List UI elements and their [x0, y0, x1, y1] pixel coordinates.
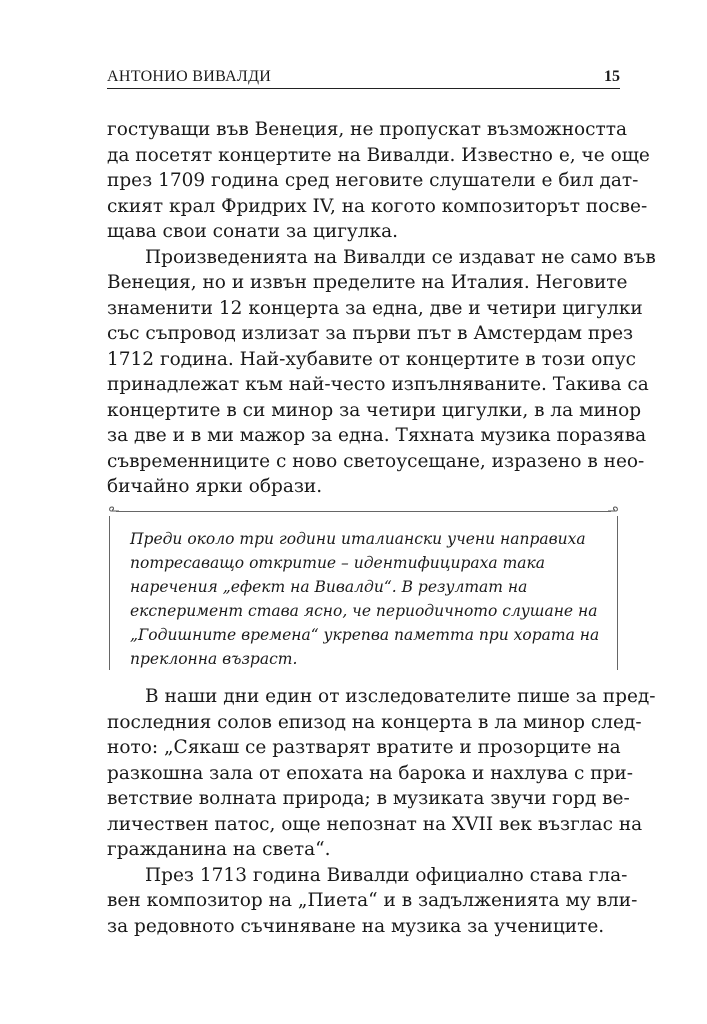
text-line: гостуващи във Венеция, не пропускат възможността [107, 119, 628, 140]
text-line: личествен патос, още непознат на XVII век възглас на [107, 813, 643, 835]
text-line: за две и в ми мажор за една. Тяхната музика поразява [107, 425, 647, 446]
text-line: щава свои сонати за цигулка. [107, 221, 399, 242]
body-text-bottom [107, 684, 656, 939]
text-line: със съпровод излизат за първи път в Амстердам през [107, 323, 634, 344]
text-line: ното: „Сякаш се разтварят вратите и прозорците на [107, 737, 621, 758]
running-header [107, 68, 620, 89]
body-text-top [107, 117, 656, 500]
text-line: знаменити 12 концерта за една, две и четири цигулки [107, 297, 643, 319]
sidebar-line: наречения „ефект на Вивалди“. В резултат на [130, 578, 528, 596]
sidebar-line: преклонна възраст. [130, 650, 298, 668]
text-line: концертите в си минор за четири цигулки, в ла минор [107, 399, 642, 421]
text-line: ският крал Фридрих IV, на когото композиторът посве- [107, 195, 648, 217]
text-line: гражданина на света“. [107, 839, 331, 860]
sidebar-line: потресаващо откритие – идентифицираха така [130, 554, 546, 572]
page-number: 15 [604, 68, 620, 85]
text-line: принадлежат към най-често изпълняваните. Такива са [107, 374, 649, 395]
sidebar-line: експеримент става ясно, че периодичното слушане на [130, 602, 598, 620]
text-line: През 1713 година Вивалди официално става гла- [145, 864, 628, 886]
scroll-curl-icon [607, 504, 619, 516]
text-line: през 1709 година сред неговите слушатели е бил дат- [107, 170, 639, 191]
text-line: за редовното съчиняване на музика за учениците. [107, 915, 605, 937]
scroll-sidebar [108, 502, 619, 670]
text-line: вен композитор на „Пиета“ и в задълженията му вли- [107, 890, 638, 911]
running-header-title: АНТОНИО ВИВАЛДИ [107, 68, 272, 85]
text-line: последния солов епизод на концерта в ла минор след- [107, 711, 642, 733]
text-line: бичайно ярки образи. [107, 476, 323, 497]
sidebar-line: „Годишните времена“ укрепва паметта при хората на [130, 626, 600, 644]
text-line: ветствие волната природа; в музиката звучи горд ве- [107, 788, 630, 809]
text-line: 1712 година. Най-хубавите от концертите в този опус [107, 348, 636, 370]
sidebar-right-rule [617, 516, 618, 670]
text-line: В наши дни един от изследователите пише за пред- [145, 686, 656, 707]
text-line: Произведенията на Вивалди се издават не само във [145, 246, 656, 268]
scroll-curl-icon [108, 504, 120, 516]
sidebar-text [130, 527, 600, 671]
sidebar-left-rule [109, 516, 110, 670]
sidebar-top-rule [116, 511, 611, 512]
sidebar-line: Преди около три години италиански учени направиха [130, 530, 586, 548]
text-line: разкошна зала от епохата на барока и нахлува с при- [107, 762, 633, 784]
text-line: Венеция, но и извън пределите на Италия. Неговите [107, 272, 628, 293]
text-line: съвременниците с ново светоусещане, изразено в нео- [107, 450, 645, 472]
text-line: да посетят концертите на Вивалди. Известно е, че още [107, 144, 650, 166]
